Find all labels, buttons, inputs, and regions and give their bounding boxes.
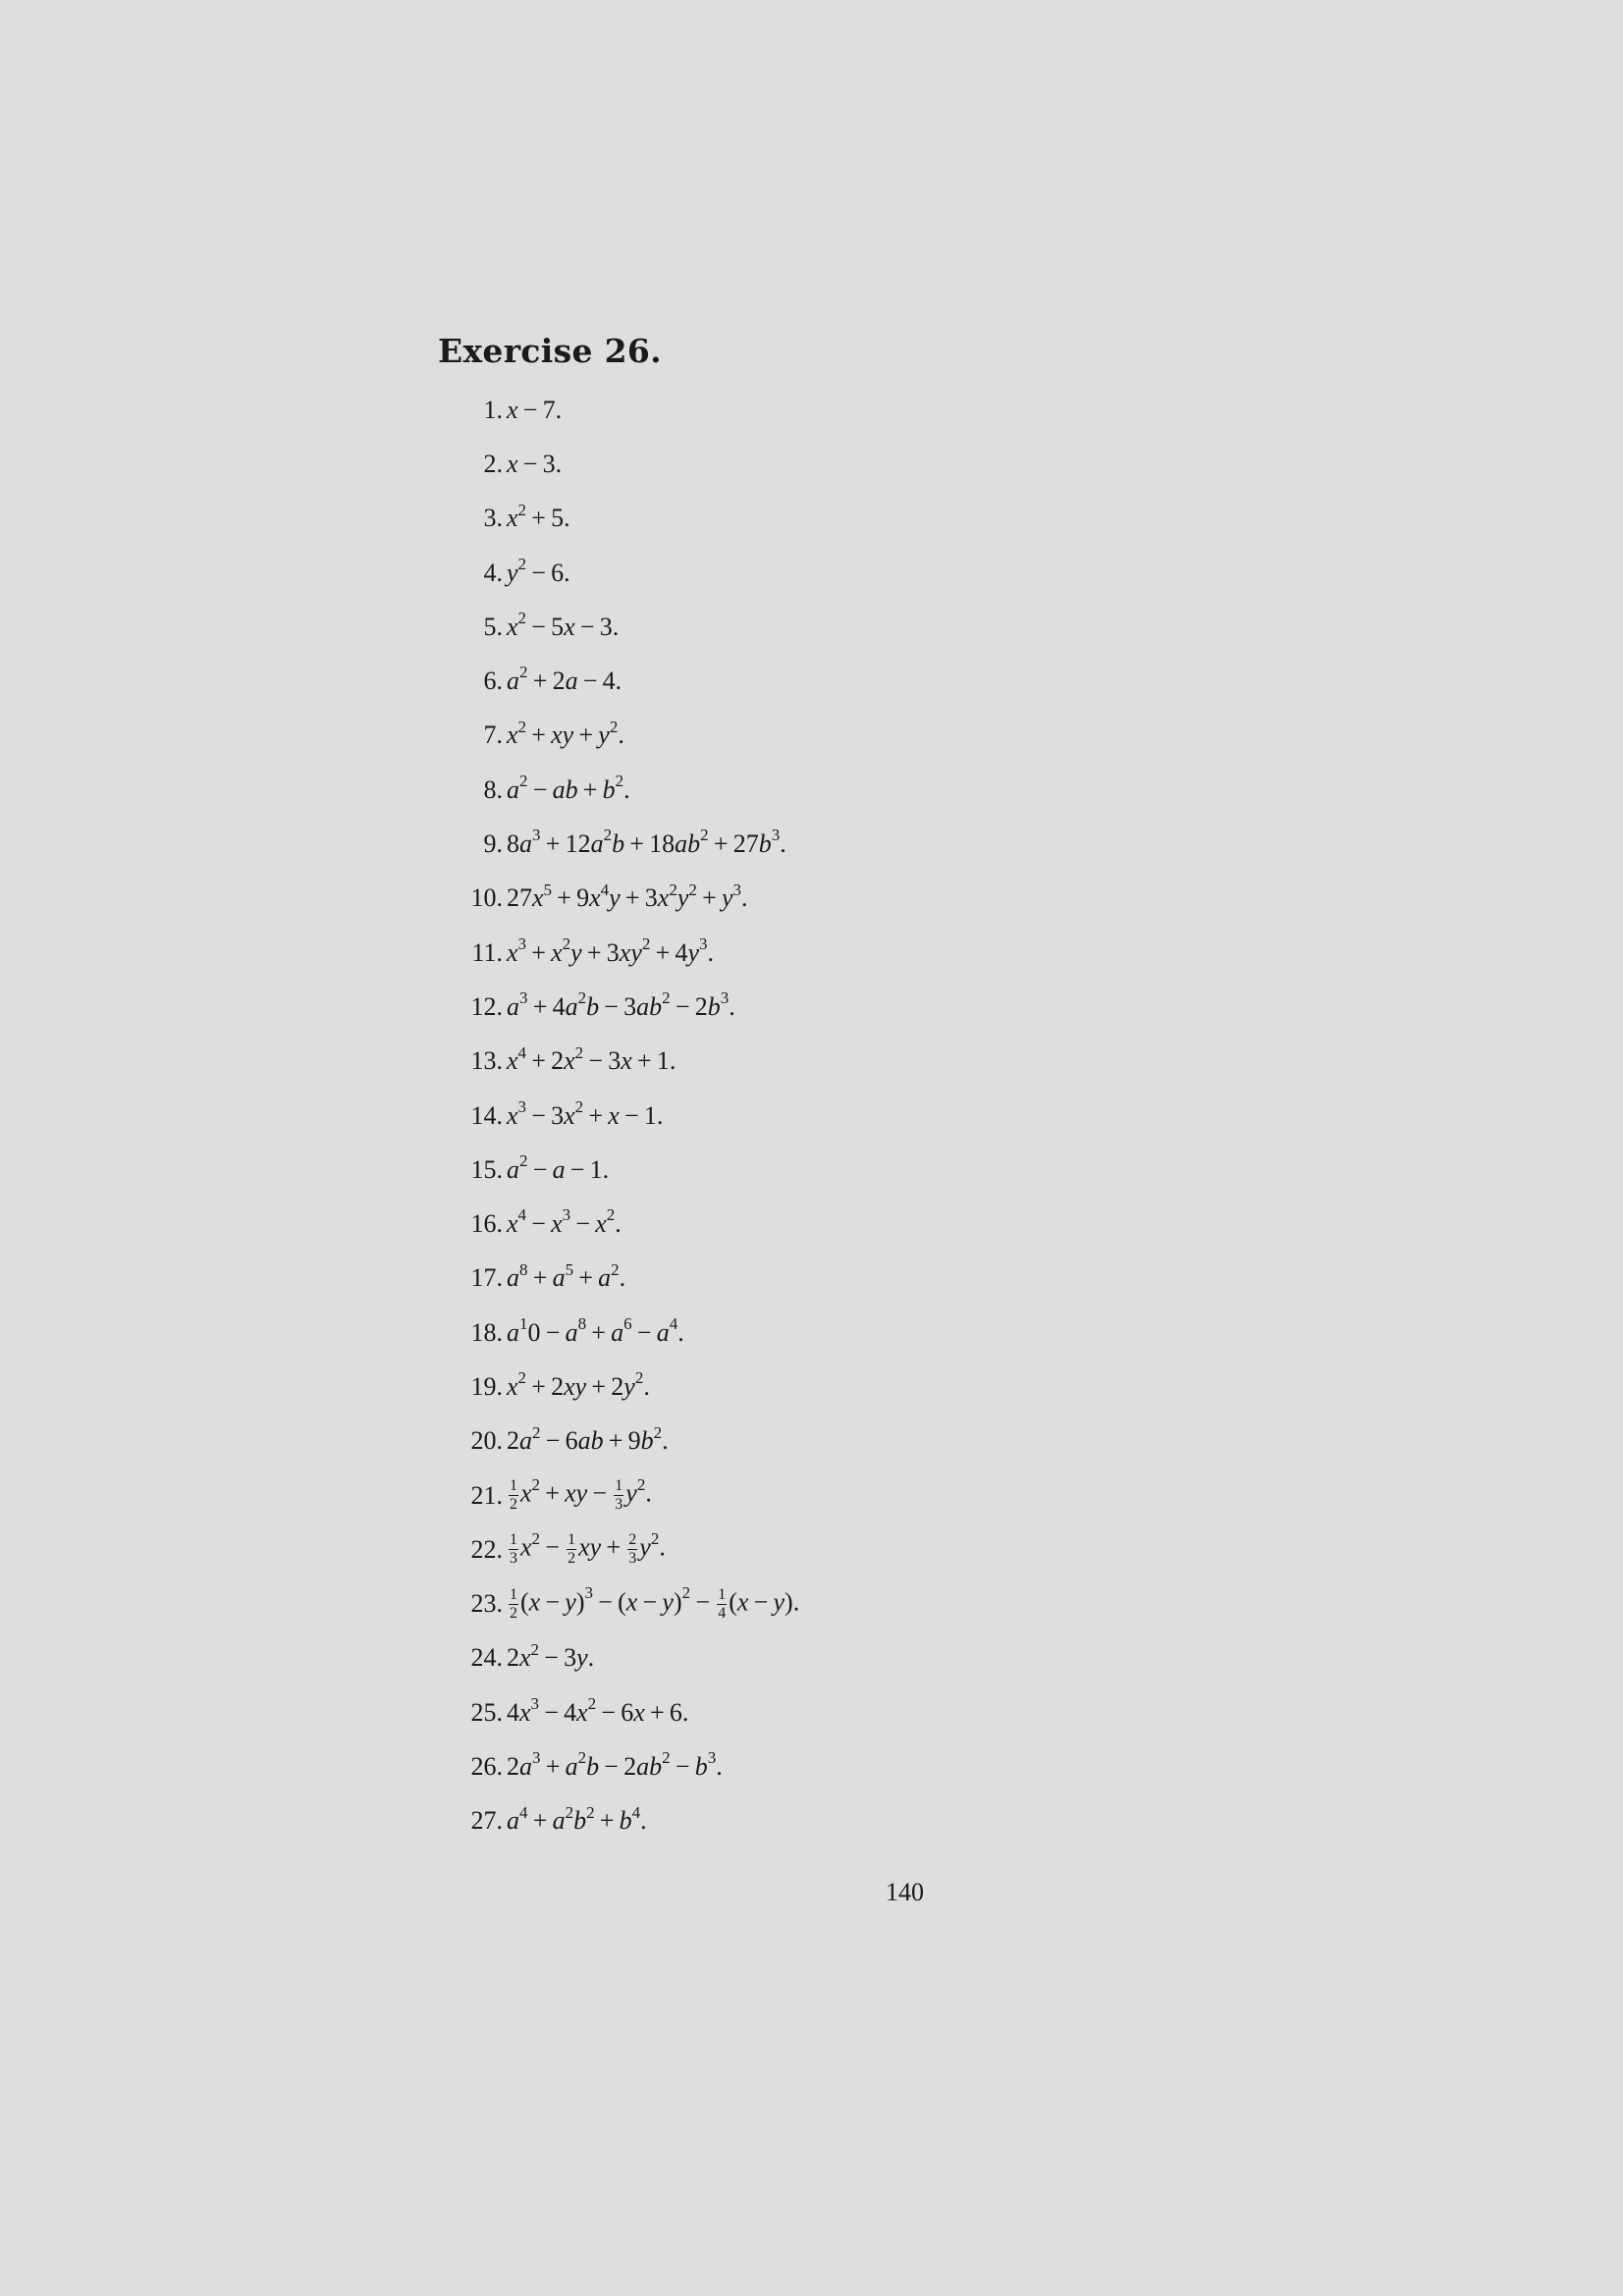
list-item — [438, 1739, 1322, 1793]
list-item — [438, 817, 1322, 871]
item-expression: $x^4 - x^3 - x^2$. — [507, 1205, 622, 1239]
item-expression: $a^2$ − ab + $b^2$. — [507, 772, 630, 804]
item-number: 25. — [470, 1697, 503, 1727]
item-expression: $x^3 + x^2y + 3xy^2 + 4y^3$. — [507, 934, 715, 967]
item-number: 4. — [483, 558, 503, 587]
list-item — [438, 1306, 1322, 1360]
item-expression: $\frac{1}{2}$ $x^2$ + xy − $\frac{1}{3}$ $y^2$. — [510, 1474, 652, 1514]
page-number: 140 — [886, 1878, 924, 1906]
item-number: 18. — [470, 1317, 503, 1347]
answer-list — [438, 383, 1322, 1848]
item-number: 20. — [470, 1426, 503, 1456]
item-number: 21. — [470, 1480, 503, 1510]
item-number: 10. — [470, 883, 503, 913]
item-expression: $\frac{1}{2}$ $(x - y)^3 - (x - y)^2$ − $\frac{1}{4}$ (x − y). — [510, 1583, 800, 1622]
item-number: 1. — [483, 395, 503, 424]
list-item — [438, 1089, 1322, 1143]
item-number: 7. — [483, 721, 503, 750]
item-expression: $a^3 + 4a^2b - 3ab^2 - 2b^3$. — [507, 988, 735, 1021]
item-number: 16. — [470, 1209, 503, 1239]
list-item — [438, 980, 1322, 1034]
list-item — [438, 1143, 1322, 1197]
item-expression: $4x^3 - 4x^2 - 6x + 6$. — [507, 1694, 689, 1727]
list-item — [438, 1415, 1322, 1468]
page-title: Exercise 26. — [438, 332, 662, 370]
item-expression: $a^2 - a - 1$. — [507, 1151, 610, 1184]
item-number: 3. — [483, 504, 503, 533]
list-item — [438, 709, 1322, 763]
item-expression: $\frac{1}{3}$ $x^2$ − $\frac{1}{2}$ xy + $\frac{2}{3}$ $y^2$. — [510, 1529, 666, 1568]
item-number: 9. — [483, 829, 503, 859]
item-expression: $x^2 + 2xy + 2y^2$. — [507, 1368, 650, 1401]
item-number: 23. — [470, 1589, 503, 1619]
item-number: 5. — [483, 612, 503, 641]
item-number: 11. — [471, 937, 503, 967]
list-item — [438, 1360, 1322, 1414]
list-item — [438, 1197, 1322, 1251]
item-expression: $x^2 - 5x - 3$. — [507, 609, 620, 641]
item-expression: $x^3 - 3x^2 + x - 1$. — [507, 1096, 664, 1130]
list-item — [438, 1631, 1322, 1685]
item-expression: $a^10 - a^8 + a^6 - a^4$. — [507, 1314, 684, 1347]
item-number: 17. — [470, 1263, 503, 1293]
list-item — [438, 926, 1322, 980]
item-number: 24. — [470, 1643, 503, 1673]
item-number: 12. — [470, 991, 503, 1021]
item-number: 13. — [470, 1046, 503, 1076]
item-expression: x − 7. — [507, 395, 563, 424]
item-expression: $a^4 + a^2b^2 + b^4$. — [507, 1802, 647, 1836]
list-item — [438, 1685, 1322, 1739]
item-expression: x − 3. — [507, 449, 563, 478]
item-expression: $x^2 + 5$. — [507, 500, 570, 533]
item-expression: $y^2 - 6$. — [507, 554, 570, 587]
item-expression: $27x^5 + 9x^4y + 3x^2y^2 + y^3$. — [507, 880, 748, 913]
list-item — [438, 872, 1322, 926]
item-expression: $2x^2 - 3y$. — [507, 1639, 595, 1673]
item-expression: $a^2 + 2a - 4$. — [507, 663, 622, 696]
list-item — [438, 654, 1322, 708]
list-item — [438, 1035, 1322, 1089]
item-number: 19. — [470, 1371, 503, 1401]
list-item — [438, 437, 1322, 491]
item-number: 2. — [483, 449, 503, 478]
list-item — [438, 1577, 1322, 1631]
item-expression: $2a^2 - 6ab + 9b^2$. — [507, 1422, 669, 1456]
item-expression: $x^2$ + xy + $y^2$. — [507, 717, 624, 750]
item-number: 15. — [470, 1154, 503, 1184]
item-number: 26. — [470, 1752, 503, 1782]
item-expression: $8a^3 + 12a^2b + 18ab^2 + 27b^3$. — [507, 826, 786, 859]
list-item — [438, 1794, 1322, 1848]
item-number: 27. — [470, 1806, 503, 1836]
list-item — [438, 1252, 1322, 1306]
list-item — [438, 763, 1322, 817]
item-expression: $a^8 + a^5 + a^2$. — [507, 1259, 626, 1293]
list-item — [438, 1522, 1322, 1576]
item-number: 6. — [483, 667, 503, 696]
item-number: 8. — [483, 774, 503, 804]
item-number: 14. — [470, 1100, 503, 1130]
list-item — [438, 600, 1322, 654]
item-number: 22. — [470, 1534, 503, 1564]
list-item — [438, 1468, 1322, 1522]
item-expression: $2a^3 + a^2b - 2ab^2 - b^3$. — [507, 1748, 723, 1782]
list-item — [438, 492, 1322, 546]
item-expression: $x^4 + 2x^2 - 3x + 1$. — [507, 1042, 676, 1076]
list-item — [438, 546, 1322, 600]
list-item — [438, 383, 1322, 437]
